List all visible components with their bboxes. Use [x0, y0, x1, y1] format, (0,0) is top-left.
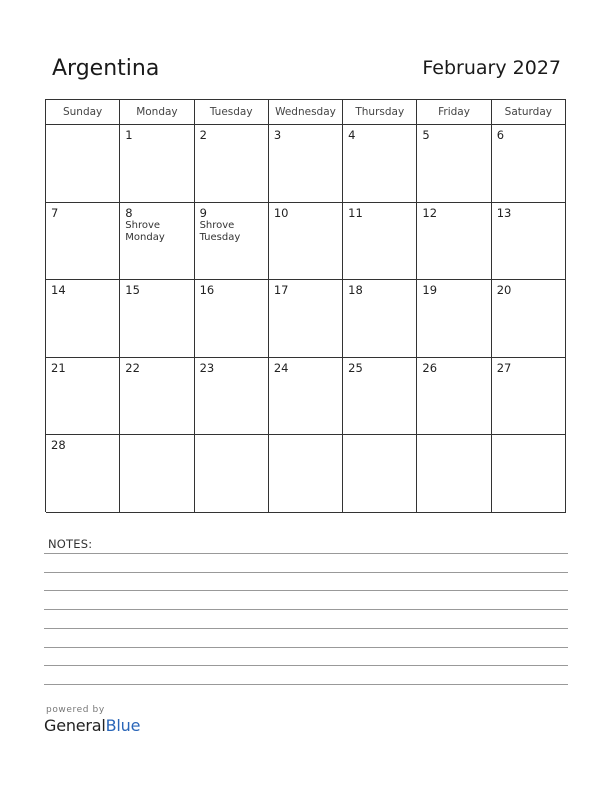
day-number: 12 [422, 205, 438, 220]
day-cell-23 [195, 358, 269, 436]
weekday-sunday: Sunday [46, 100, 120, 125]
day-cell-7 [46, 203, 120, 281]
day-number: 6 [496, 128, 505, 142]
day-cell-18 [343, 280, 417, 358]
day-cell-empty [269, 435, 343, 513]
weeks-container [46, 125, 566, 513]
day-number: 15 [125, 283, 140, 298]
day-cell-22 [120, 358, 194, 436]
day-number: 7 [51, 205, 59, 220]
day-number: 22 [125, 360, 140, 375]
day-number: 16 [199, 283, 215, 298]
note-line [44, 684, 568, 685]
weekday-saturday: Saturday [492, 100, 566, 125]
day-cell-13 [492, 203, 566, 281]
day-cell-1 [120, 125, 194, 203]
day-cell-24 [269, 358, 343, 436]
brand-logo [44, 716, 140, 735]
day-cell-20 [492, 280, 566, 358]
notes-label: NOTES: [48, 537, 93, 551]
day-number: 3 [273, 128, 282, 142]
day-number: 13 [496, 205, 512, 220]
day-cell-8 [120, 203, 194, 281]
day-number: 19 [422, 283, 438, 298]
brand-logo-part1: General [44, 716, 106, 735]
day-number: 8 [125, 205, 133, 220]
week-row [46, 280, 566, 358]
day-number: 14 [51, 283, 66, 298]
day-number: 1 [125, 128, 133, 142]
month-year-title: February 2027 [422, 57, 561, 79]
day-cell-empty [343, 435, 417, 513]
weekday-wednesday: Wednesday [269, 100, 343, 125]
day-number: 28 [51, 438, 66, 453]
week-row [46, 125, 566, 203]
day-number: 25 [348, 360, 363, 375]
week-row [46, 203, 566, 281]
note-line [44, 553, 568, 554]
day-number: 17 [273, 283, 289, 298]
note-line [44, 590, 568, 591]
week-row [46, 435, 566, 513]
holiday-label: Shrove Monday [125, 219, 165, 243]
day-number: 10 [273, 205, 289, 220]
day-cell-9 [195, 203, 269, 281]
day-number: 23 [199, 360, 215, 375]
day-cell-empty [417, 435, 491, 513]
day-cell-3 [269, 125, 343, 203]
day-cell-28 [46, 435, 120, 513]
week-row [46, 358, 566, 436]
note-line [44, 572, 568, 573]
day-cell-19 [417, 280, 491, 358]
day-cell-empty [492, 435, 566, 513]
day-number: 27 [496, 360, 512, 375]
day-cell-25 [343, 358, 417, 436]
day-cell-27 [492, 358, 566, 436]
weekday-thursday: Thursday [343, 100, 417, 125]
note-line [44, 665, 568, 666]
weekday-monday: Monday [120, 100, 194, 125]
day-cell-empty [46, 125, 120, 203]
day-number: 9 [199, 205, 207, 220]
day-cell-14 [46, 280, 120, 358]
day-number: 24 [273, 360, 289, 375]
day-cell-16 [195, 280, 269, 358]
note-line [44, 609, 568, 610]
note-line [44, 628, 568, 629]
day-number: 5 [422, 128, 430, 142]
day-cell-4 [343, 125, 417, 203]
brand-logo-part2: Blue [105, 716, 141, 735]
powered-by-text: powered by [46, 705, 105, 715]
day-number: 18 [348, 283, 363, 298]
day-cell-15 [120, 280, 194, 358]
weekday-header-row [46, 100, 566, 125]
note-line [44, 647, 568, 648]
weekday-friday: Friday [417, 100, 491, 125]
calendar-grid [45, 99, 566, 512]
day-cell-26 [417, 358, 491, 436]
day-cell-empty [195, 435, 269, 513]
day-cell-17 [269, 280, 343, 358]
holiday-label: Shrove Tuesday [199, 219, 241, 243]
day-number: 4 [348, 128, 356, 142]
day-cell-empty [120, 435, 194, 513]
day-number: 26 [422, 360, 438, 375]
day-cell-6 [492, 125, 566, 203]
country-title: Argentina [52, 56, 160, 81]
weekday-tuesday: Tuesday [195, 100, 269, 125]
day-cell-12 [417, 203, 491, 281]
day-number: 2 [199, 128, 207, 142]
day-cell-21 [46, 358, 120, 436]
day-number: 11 [348, 205, 363, 220]
day-number: 21 [51, 360, 66, 375]
day-cell-5 [417, 125, 491, 203]
day-cell-2 [195, 125, 269, 203]
day-cell-10 [269, 203, 343, 281]
day-number: 20 [496, 283, 512, 298]
day-cell-11 [343, 203, 417, 281]
